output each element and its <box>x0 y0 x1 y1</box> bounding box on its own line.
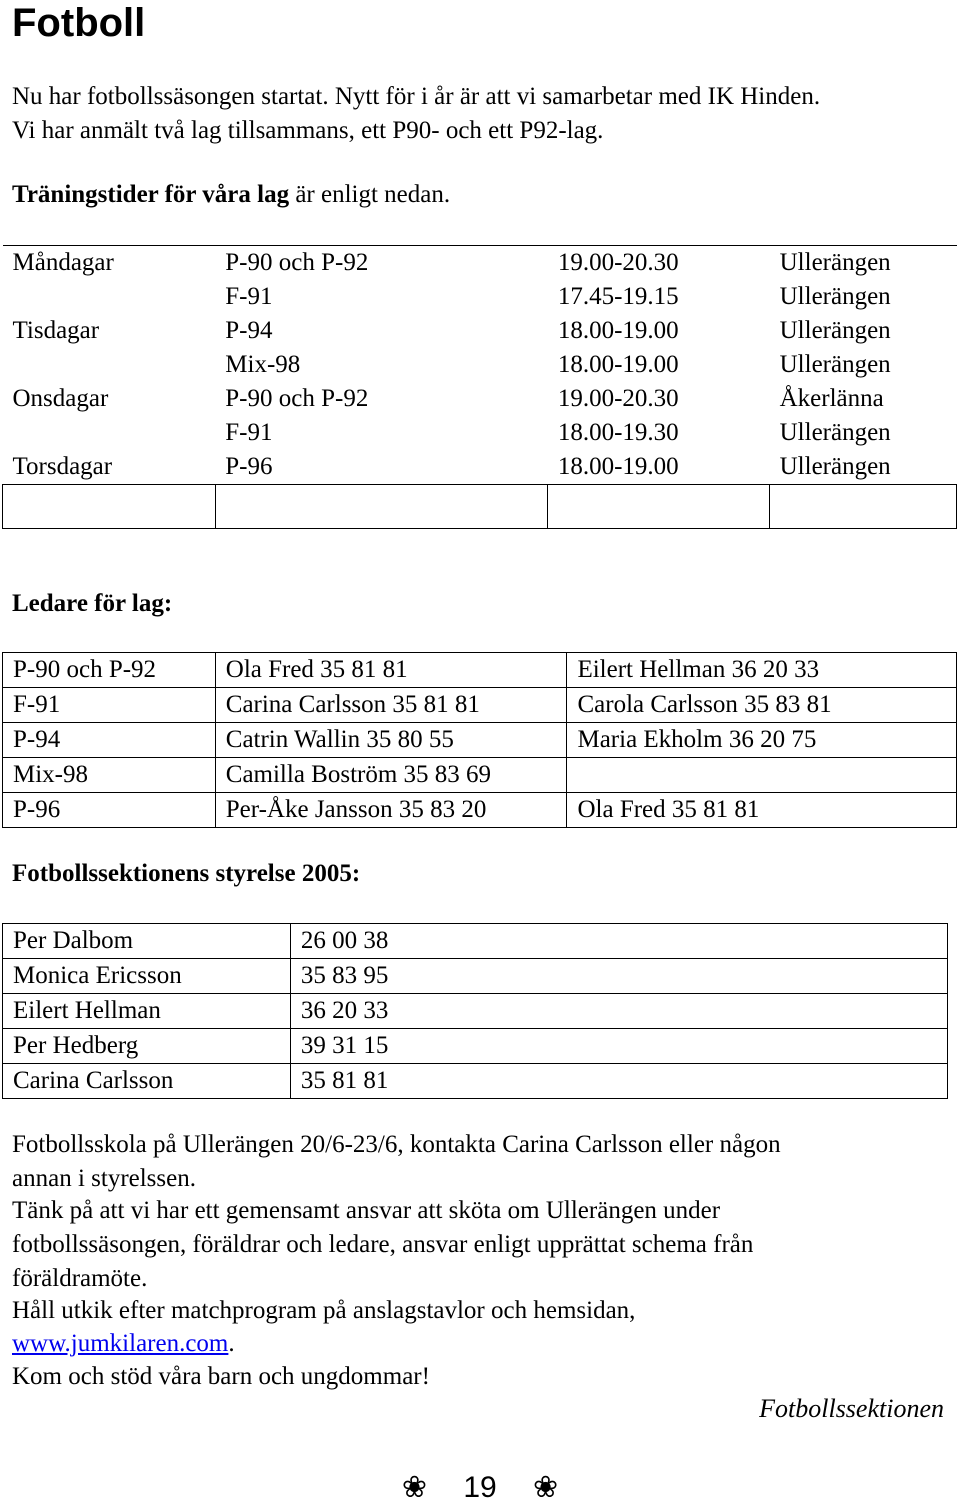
board-row <box>3 924 948 959</box>
schedule-row <box>3 450 957 485</box>
schedule-row-cell: P-96 <box>225 453 273 480</box>
schedule-row-cell: 19.00-20.30 <box>557 249 679 276</box>
board-heading: Fotbollssektionens styrelse 2005: <box>12 860 361 887</box>
training-intro <box>12 178 450 212</box>
board-row-cell: 35 83 95 <box>290 959 947 994</box>
closing-line-8: Kom och stöd våra barn och ungdommar! <box>12 1363 430 1390</box>
schedule-row-cell: 19.00-20.30 <box>557 385 679 412</box>
schedule-row-cell <box>3 416 216 450</box>
leaders-row <box>3 758 957 793</box>
leaders-row-cell <box>567 758 957 793</box>
page-footer <box>0 1470 960 1506</box>
leaders-table <box>2 652 957 828</box>
website-link[interactable]: www.jumkilaren.com <box>12 1330 229 1357</box>
schedule-row-cell <box>3 348 216 382</box>
signature: Fotbollssektionen <box>759 1394 944 1423</box>
schedule-row-cell: F-91 <box>225 283 273 310</box>
schedule-table <box>2 245 957 529</box>
leaders-row-cell: Per-Åke Jansson 35 83 20 <box>215 793 567 828</box>
board-row-cell: 35 81 81 <box>290 1064 947 1099</box>
page-title: Fotboll <box>12 1 146 45</box>
closing-line-4: fotbollssäsongen, föräldrar och ledare, ansvar enligt upprättat schema från <box>12 1231 754 1258</box>
leaders-row-cell: P-90 och P-92 <box>3 653 216 688</box>
leaders-row-cell: Ola Fred 35 81 81 <box>215 653 567 688</box>
right-ornament-icon: ❀ <box>533 1471 559 1504</box>
closing-line-6: Håll utkik efter matchprogram på anslagstavlor och hemsidan, <box>12 1297 636 1324</box>
closing-line-1: Fotbollsskola på Ullerängen 20/6-23/6, kontakta Carina Carlsson eller någon <box>12 1131 781 1158</box>
left-ornament-icon: ❀ <box>401 1471 427 1504</box>
schedule-row-cell: P-90 och P-92 <box>225 249 369 276</box>
schedule-row <box>3 348 957 382</box>
board-row <box>3 1029 948 1064</box>
schedule-row-cell: 18.00-19.00 <box>557 317 679 344</box>
leaders-row <box>3 723 957 758</box>
board-row <box>3 994 948 1029</box>
schedule-row-cell: Mix-98 <box>225 351 301 378</box>
leaders-row <box>3 653 957 688</box>
schedule-row-cell: P-94 <box>225 317 273 344</box>
board-row <box>3 1064 948 1099</box>
leaders-row-cell: Carina Carlsson 35 81 81 <box>215 688 567 723</box>
board-row-cell: 39 31 15 <box>290 1029 947 1064</box>
page-number: 19 <box>463 1471 497 1504</box>
intro-line-1: Nu har fotbollssäsongen startat. Nytt för i år är att vi samarbetar med IK Hinden. <box>12 83 821 110</box>
schedule-row-cell: Ullerängen <box>779 317 891 344</box>
board-row-cell: Per Hedberg <box>3 1029 291 1064</box>
leaders-row-cell: P-96 <box>3 793 216 828</box>
closing-line-3: Tänk på att vi har ett gemensamt ansvar att sköta om Ullerängen under <box>12 1197 721 1224</box>
schedule-row-cell: F-91 <box>225 419 273 446</box>
schedule-row-cell <box>548 485 770 529</box>
schedule-row-cell: P-90 och P-92 <box>225 385 369 412</box>
schedule-row-cell: Tisdagar <box>12 317 100 344</box>
schedule-row-cell <box>215 485 548 529</box>
leaders-heading: Ledare för lag: <box>12 590 173 617</box>
schedule-row <box>3 382 957 416</box>
leaders-row-cell: Catrin Wallin 35 80 55 <box>215 723 567 758</box>
closing-line-2: annan i styrelssen. <box>12 1165 196 1192</box>
schedule-row-cell: Ullerängen <box>779 453 891 480</box>
intro-line-2: Vi har anmält två lag tillsammans, ett P90- och ett P92-lag. <box>12 117 604 144</box>
leaders-row-cell: Carola Carlsson 35 83 81 <box>567 688 957 723</box>
leaders-row-cell: P-94 <box>3 723 216 758</box>
closing-line-5: föräldramöte. <box>12 1265 148 1292</box>
schedule-row-cell: 18.00-19.30 <box>557 419 679 446</box>
schedule-row <box>3 280 957 314</box>
leaders-row-cell: Maria Ekholm 36 20 75 <box>567 723 957 758</box>
board-row-cell: Monica Ericsson <box>3 959 291 994</box>
schedule-row-cell: Torsdagar <box>12 453 113 480</box>
board-table <box>2 923 948 1099</box>
leaders-row-cell: Mix-98 <box>3 758 216 793</box>
leaders-row <box>3 793 957 828</box>
link-suffix: . <box>228 1330 235 1357</box>
schedule-row-cell: Ullerängen <box>779 419 891 446</box>
schedule-row-cell <box>3 485 216 529</box>
schedule-row-cell: 17.45-19.15 <box>557 283 679 310</box>
schedule-row-cell: Ullerängen <box>779 283 891 310</box>
board-row-cell: Carina Carlsson <box>3 1064 291 1099</box>
leaders-row-cell: Camilla Boström 35 83 69 <box>215 758 567 793</box>
schedule-row <box>3 314 957 348</box>
schedule-row-cell: 18.00-19.00 <box>557 453 679 480</box>
schedule-row-cell: Åkerlänna <box>779 385 884 412</box>
training-intro-bold: Träningstider för våra lag <box>12 181 290 208</box>
board-row-cell: 26 00 38 <box>290 924 947 959</box>
schedule-row <box>3 416 957 450</box>
leaders-row <box>3 688 957 723</box>
leaders-row-cell: Eilert Hellman 36 20 33 <box>567 653 957 688</box>
schedule-row-cell <box>770 485 957 529</box>
board-row <box>3 959 948 994</box>
closing-link-line <box>12 1327 235 1361</box>
schedule-row-cell <box>3 280 216 314</box>
schedule-row-cell: Onsdagar <box>12 385 109 412</box>
board-row-cell: Per Dalbom <box>3 924 291 959</box>
schedule-row <box>3 485 957 529</box>
schedule-row-cell: Ullerängen <box>779 351 891 378</box>
schedule-row-cell: 18.00-19.00 <box>557 351 679 378</box>
schedule-row-cell: Måndagar <box>12 249 114 276</box>
board-row-cell: Eilert Hellman <box>3 994 291 1029</box>
schedule-row-cell: Ullerängen <box>779 249 891 276</box>
leaders-row-cell: F-91 <box>3 688 216 723</box>
leaders-row-cell: Ola Fred 35 81 81 <box>567 793 957 828</box>
schedule-row <box>3 246 957 281</box>
training-intro-rest: är enligt nedan. <box>289 181 451 208</box>
board-row-cell: 36 20 33 <box>290 994 947 1029</box>
